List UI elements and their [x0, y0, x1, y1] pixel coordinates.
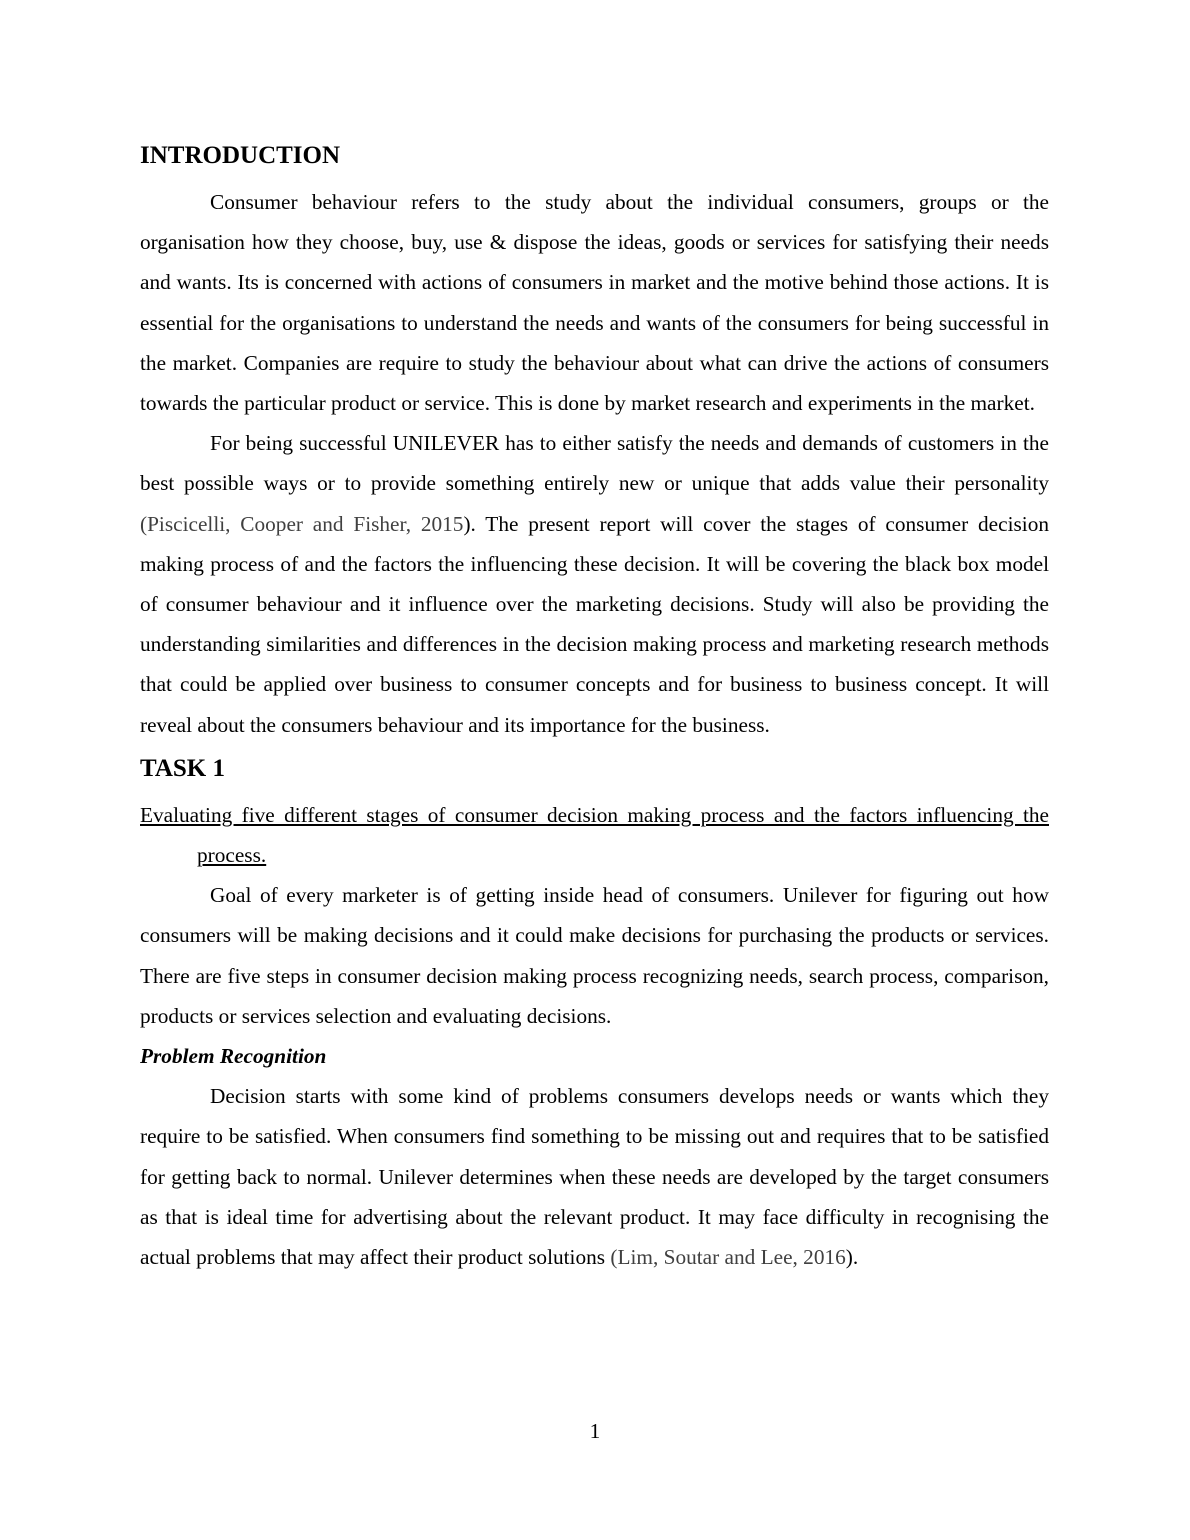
- task1-heading: TASK 1: [140, 754, 225, 782]
- task1-paragraph-1: Goal of every marketer is of getting inside head of consumers. Unilever for figuring out how consumers will be making decisions and it could make decisions for purchasing the products or services. There are five steps in consumer decision making process recognizing needs, search process, comparison, products or services selection and evaluating decisions.: [140, 883, 1049, 1028]
- introduction-paragraph-1: Consumer behaviour refers to the study about the individual consumers, groups or the organisation how they choose, buy, use & dispose the ideas, goods or services for satisfying their needs and wants. Its is concerned with actions of consumers in market and the motive behind those actions. It is essential for the organisations to understand the needs and wants of the consumers for being successful in the market. Companies are require to study the behaviour about what can drive the actions of consumers towards the particular product or service. This is done by market research and experiments in the market.: [140, 190, 1049, 416]
- problem-recognition-text-after: ).: [845, 1245, 859, 1270]
- problem-recognition-paragraph: [140, 1076, 1049, 1277]
- problem-recognition-text-before: Decision starts with some kind of problems consumers develops needs or wants which they require to be satisfied. When consumers find something to be missing out and requires that to be satisfied for getting back to normal. Unilever determines when these needs are developed by the target consumers as that is ideal time for advertising about the relevant product. It may face difficulty in recognising the actual problems that may affect their product solutions: [140, 1084, 1049, 1270]
- introduction-paragraph-2-text-after: ). The present report will cover the stages of consumer decision making process of and the factors the influencing these decision. It will be covering the black box model of consumer behaviour and it influence over the marketing decisions. Study will also be providing the understanding similarities and differences in the decision making process and marketing research methods that could be applied over business to consumer concepts and for business to business concept. It will reveal about the consumers behaviour and its importance for the business.: [140, 511, 1049, 737]
- introduction-paragraph-2: [140, 423, 1049, 745]
- page-content: [140, 138, 1049, 1277]
- introduction-paragraph-2-text-before: For being successful UNILEVER has to either satisfy the needs and demands of customers in the best possible ways or to provide something entirely new or unique that adds value their personality: [140, 431, 1049, 496]
- introduction-heading: INTRODUCTION: [140, 142, 341, 169]
- page-number: 1: [589, 1419, 601, 1443]
- task1-subheading: Evaluating five different stages of consumer decision making process and the factors influencing the process.: [140, 802, 1049, 868]
- citation-piscicelli: (Piscicelli, Cooper and Fisher, 2015: [140, 511, 464, 536]
- citation-lim: (Lim, Soutar and Lee, 2016: [610, 1245, 846, 1270]
- problem-recognition-heading: Problem Recognition: [140, 1044, 327, 1069]
